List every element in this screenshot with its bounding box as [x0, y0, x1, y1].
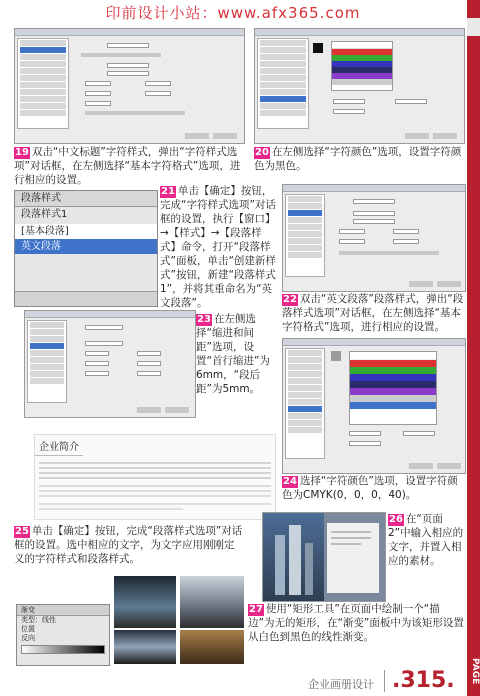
gradient-ramp[interactable] [21, 645, 105, 654]
panel-footer-icons [15, 291, 157, 306]
city-photo-2 [180, 576, 244, 628]
city-photo-1 [114, 576, 176, 628]
company-intro-preview [34, 434, 276, 520]
footer-page-number: .315. [392, 668, 455, 693]
panel-row-style1[interactable]: 段落样式1 [21, 209, 68, 220]
city-photo-3 [114, 630, 176, 664]
dialog-titlebar [15, 29, 244, 36]
side-bar-tab [467, 18, 480, 36]
step-22-caption: 22 双击“英文段落”段落样式，弹出“段落样式选项”对话框，在左侧选择“基本字符格式”选项，进行相应的设置。 [282, 293, 464, 333]
para-style-dialog-basic [282, 184, 466, 292]
char-style-dialog-color [254, 28, 465, 144]
step-25-caption: 25 单击【确定】按钮，完成“段落样式选项”对话框的设置。选中相应的文字，为文字应用刚刚定义的字符样式和段落样式。 [14, 525, 243, 565]
step-26-caption: 26 在“页面2”中输入相应的文字，并置入相应的素材。 [388, 513, 464, 567]
page-footer [300, 668, 462, 694]
step-21-caption: 21 单击【确定】按钮，完成“字符样式选项”对话框的设置，执行【窗口】→【样式】→【段落样式】命令，打开“段落样式”面板，单击“创建新样式”按钮，新建“段落样式1”，并将其重命名为“英文段落”。 [160, 185, 276, 309]
paragraph-styles-panel [14, 190, 158, 307]
site-header: 印前设计小站：www.afx365.com [105, 4, 361, 22]
gradient-panel: 渐变 类型：线性 位置 反向 [16, 604, 110, 666]
step-19-caption: 19 双击“中文标题”字符样式，弹出“字符样式选项”对话框，在左侧选择“基本字符格式”选项，进行相应的设置。 [14, 146, 241, 186]
side-page-label: PAGE [470, 657, 480, 684]
para-style-dialog-color [282, 338, 466, 474]
city-photo-4 [180, 630, 244, 664]
side-bar [467, 0, 480, 696]
panel-row-basic[interactable]: [基本段落] [15, 224, 157, 239]
char-style-dialog-basic [14, 28, 245, 144]
footer-section: 企业画册设计 [308, 678, 374, 691]
dialog-category-list [17, 38, 69, 129]
step-23-caption: 23 在左侧选择“缩进和间距”选项，设置“首行缩进”为6mm，“段后距”为5mm。 [196, 313, 270, 395]
intro-heading: 企业简介 [35, 436, 83, 456]
step-20-caption: 20 在左侧选择“字符颜色”选项，设置字符颜色为黑色。 [254, 146, 462, 172]
panel-row-english[interactable]: 英文段落 [15, 239, 157, 254]
para-style-dialog-indent [24, 310, 196, 418]
step-27-caption: 27 使用“矩形工具”在页面中绘制一个“描边”为无的矩形，在“渐变”面板中为该矩形设置从白色到黑色的线性渐变。 [248, 603, 464, 643]
page2-layout-thumbnail [262, 512, 386, 602]
panel-title: 段落样式 [15, 191, 157, 207]
step-24-caption: 24 选择“字符颜色”选项，设置字符颜色为CMYK(0，0，0，40)。 [282, 475, 458, 501]
